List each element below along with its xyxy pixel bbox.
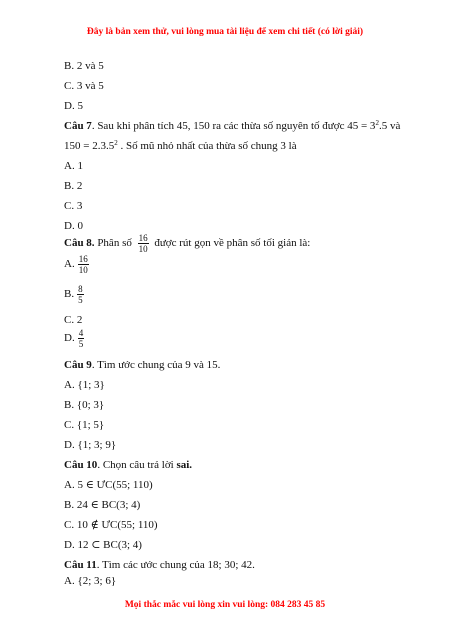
question-9-option-d: D. {1; 3; 9} xyxy=(64,439,117,451)
option-c-prev: C. 3 và 5 xyxy=(64,80,104,92)
question-11-option-a: A. {2; 3; 6} xyxy=(64,575,117,587)
fraction-numerator: 4 xyxy=(78,327,84,338)
question-11-line xyxy=(64,558,255,572)
question-7-text-cont: .5 và xyxy=(378,120,401,132)
fraction-denominator: 5 xyxy=(78,294,83,305)
fraction-denominator: 10 xyxy=(138,243,148,254)
contact-footer-banner: Mọi thắc mắc vui lòng xin vui lòng: 084 283 45 85 xyxy=(124,600,326,610)
question-7-text-2b: . Số mũ nhỏ nhất của thừa số chung 3 là xyxy=(117,140,297,152)
question-10-option-d: D. 12 ⊂ BC(3; 4) xyxy=(64,539,142,551)
fraction-numerator: 16 xyxy=(78,253,88,264)
question-8-line xyxy=(64,232,310,254)
question-8-pre: Phân số xyxy=(94,237,135,249)
question-10-option-b: B. 24 ∈ BC(3; 4) xyxy=(64,499,141,511)
question-7-line-2 xyxy=(64,139,297,153)
question-8-post: được rút gọn về phân số tối giản là: xyxy=(151,237,311,249)
question-7-label: Câu 7 xyxy=(64,120,92,132)
question-7-option-c: C. 3 xyxy=(64,200,83,212)
question-9-line xyxy=(64,358,220,372)
fraction-numerator: 16 xyxy=(138,232,148,243)
option-a-prefix: A. xyxy=(64,258,75,270)
question-7-exponent-1: 2 xyxy=(375,119,379,127)
question-11-label: Câu 11 xyxy=(64,559,97,571)
question-10-option-c: C. 10 ∉ ƯC(55; 110) xyxy=(64,519,158,531)
question-7-text-2a: 150 = 2.3.5 xyxy=(64,140,115,152)
question-10-line xyxy=(64,458,192,472)
question-7-exponent-2: 2 xyxy=(114,139,118,147)
question-8-option-c: C. 2 xyxy=(64,314,83,326)
question-9-option-c: C. {1; 5} xyxy=(64,419,105,431)
question-7-option-b: B. 2 xyxy=(64,180,83,192)
question-7-option-a: A. 1 xyxy=(64,160,83,172)
option-d-fraction xyxy=(78,328,85,349)
question-8-option-b xyxy=(64,282,87,306)
question-8-fraction xyxy=(138,233,149,254)
question-9-option-a: A. {1; 3} xyxy=(64,379,105,391)
option-b-prefix: B. xyxy=(64,288,75,300)
question-9-text: . Tìm ước chung của 9 và 15. xyxy=(91,359,221,371)
question-7-option-d: D. 0 xyxy=(64,220,83,232)
question-10-label: Câu 10 xyxy=(64,459,98,471)
option-d-prev: D. 5 xyxy=(64,100,83,112)
question-9-label: Câu 9 xyxy=(64,359,92,371)
question-7-text: . Sau khi phân tích 45, 150 ra các thừa số nguyên tố được 45 = 3 xyxy=(91,120,376,132)
question-9-option-b: B. {0; 3} xyxy=(64,399,105,411)
option-b-fraction xyxy=(77,284,84,305)
preview-notice-banner: Đây là bản xem thử, vui lòng mua tài liệu để xem chi tiết (có lời giải) xyxy=(86,27,364,37)
question-7-line-1 xyxy=(64,119,400,133)
question-10-text: . Chọn câu trả lời xyxy=(97,459,177,471)
fraction-numerator: 8 xyxy=(78,283,83,294)
fraction-denominator: 5 xyxy=(78,338,84,349)
question-8-option-a xyxy=(64,252,92,276)
option-d-prefix: D. xyxy=(64,332,75,344)
question-10-emphasis: sai. xyxy=(176,459,193,471)
fraction-denominator: 10 xyxy=(78,264,88,275)
option-a-fraction xyxy=(78,254,89,275)
question-11-text: . Tìm các ước chung của 18; 30; 42. xyxy=(96,559,255,571)
question-10-option-a: A. 5 ∈ ƯC(55; 110) xyxy=(64,479,153,491)
question-8-option-d xyxy=(64,326,87,350)
option-b-prev: B. 2 và 5 xyxy=(64,60,104,72)
question-8-label: Câu 8. xyxy=(64,237,95,249)
